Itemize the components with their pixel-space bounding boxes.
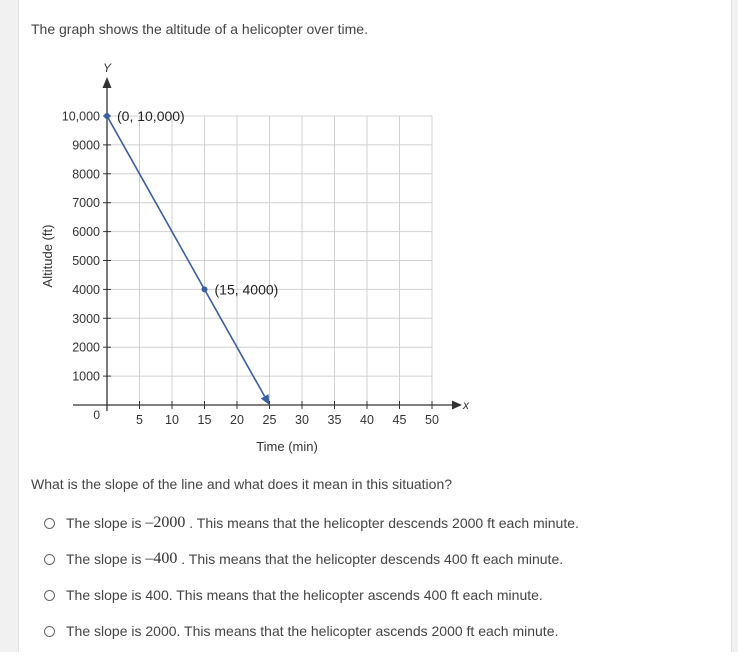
option-b[interactable]: [44, 550, 579, 568]
data-point: [104, 113, 110, 119]
x-axis-title: Time (min): [256, 439, 318, 454]
x-axis-arrow-icon: [452, 401, 462, 410]
option-c-label: The slope is 400. This means that the helicopter ascends 400 ft each minute.: [66, 587, 543, 603]
y-tick-label: 10,000: [61, 109, 100, 124]
y-tick-label: 2000: [72, 340, 100, 355]
y-tick-label: 1000: [72, 369, 100, 384]
y-axis-letter: Y: [103, 61, 112, 75]
option-d-label: The slope is 2000. This means that the helicopter ascends 2000 ft each minute.: [66, 623, 559, 639]
x-tick-label: 30: [295, 413, 309, 427]
y-tick-label: 9000: [72, 138, 100, 153]
data-point: [202, 286, 208, 292]
y-axis-title: Altitude (ft): [40, 224, 55, 288]
option-d[interactable]: [44, 622, 579, 640]
x-tick-label: 50: [425, 413, 439, 427]
x-tick-label: 45: [392, 413, 407, 427]
x-tick-label: 40: [360, 413, 374, 427]
question-text: What is the slope of the line and what does it mean in this situation?: [31, 476, 453, 492]
data-point-label: (15, 4000): [214, 281, 279, 298]
radio-icon[interactable]: [44, 518, 55, 529]
option-a-prefix: The slope is: [66, 515, 142, 531]
radio-icon[interactable]: [44, 626, 55, 637]
data-point-label: (0, 10,000): [117, 108, 185, 124]
x-tick-label: 10: [165, 413, 179, 427]
x-tick-label: 15: [197, 413, 212, 427]
x-tick-label: 5: [136, 413, 143, 427]
y-tick-label: 7000: [72, 196, 100, 211]
y-tick-label: 8000: [72, 167, 100, 182]
x-tick-label: 20: [230, 413, 244, 427]
x-axis-letter: x: [463, 398, 469, 412]
intro-text: The graph shows the altitude of a helicopter over time.: [31, 21, 368, 37]
option-a[interactable]: [44, 514, 579, 532]
y-axis-arrow-icon: [103, 77, 112, 88]
y-tick-label: 6000: [72, 225, 100, 240]
origin-label: 0: [93, 408, 100, 422]
x-tick-label: 25: [262, 413, 277, 427]
series-line: [107, 116, 265, 396]
option-a-suffix: . This means that the helicopter descends 2000 ft each minute.: [189, 515, 579, 531]
radio-icon[interactable]: [44, 590, 55, 601]
answer-options: [44, 514, 579, 658]
option-b-suffix: . This means that the helicopter descends 400 ft each minute.: [181, 551, 564, 567]
y-tick-label: 4000: [72, 282, 100, 297]
y-tick-label: 5000: [72, 254, 100, 268]
option-b-value: –400: [145, 550, 178, 567]
option-c[interactable]: [44, 586, 579, 604]
option-b-prefix: The slope is: [66, 551, 142, 567]
y-tick-label: 3000: [72, 311, 100, 326]
radio-icon[interactable]: [44, 554, 55, 565]
option-a-value: –2000: [145, 514, 186, 531]
x-tick-label: 35: [327, 413, 342, 427]
